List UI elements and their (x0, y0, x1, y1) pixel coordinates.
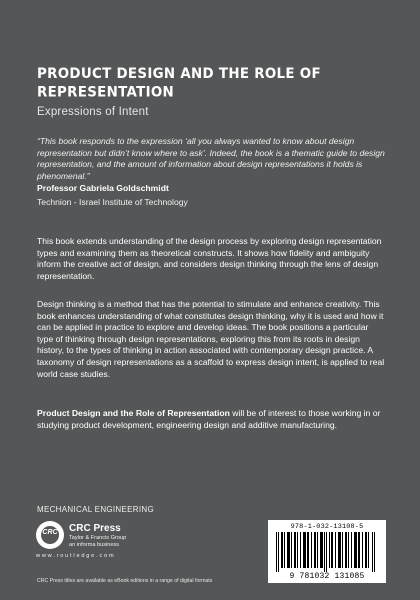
subject-category: MECHANICAL ENGINEERING (37, 505, 154, 514)
book-title-inline: Product Design and the Role of Representation (37, 408, 230, 418)
publisher-url: www.routledge.com (36, 553, 116, 559)
endorsement-quote: “This book responds to the expression ‘all you always wanted to know about design representation but didn’t know where to ask’. Indeed, the book is a thematic guide to design representation, and the amount of information about design representations it holds is phenomenal.” (37, 136, 385, 181)
endorsement-affiliation: Technion - Israel Institute of Technology (37, 197, 188, 207)
barcode-bars (276, 532, 378, 572)
ebook-note: CRC Press titles are available as eBook editions in a range of digital formats (37, 578, 213, 584)
endorsement-author: Professor Gabriela Goldschmidt (37, 183, 169, 193)
publisher-name: CRC Press (69, 523, 121, 534)
publisher-text (69, 523, 126, 549)
book-subtitle: Expressions of Intent (37, 106, 149, 118)
isbn-text: 978-1-032-13108-5 (290, 523, 364, 531)
crc-logo-badge: CRC (42, 529, 58, 536)
book-title: PRODUCT DESIGN AND THE ROLE OF REPRESENTATION (37, 66, 321, 101)
description-paragraph-1: This book extends understanding of the design process by exploring design representation types and examining them as theoretical constructs. It shows how fidelity and ambiguity inform the creative act of design, and considers design thinking through the lens of design representation. (37, 236, 382, 281)
paragraph-3-text: will be of interest to those working in or studying product development, engineering design and additive manufacturing. (37, 408, 381, 430)
publisher-group: Taylor & Francis Group (69, 535, 127, 541)
publisher-logo (36, 521, 176, 569)
isbn-number: 9 781032 131085 (289, 572, 365, 581)
isbn-barcode (268, 520, 386, 583)
description-paragraph-2: Design thinking is a method that has the potential to stimulate and enhance creativity. This book enhances understanding of what constitutes design thinking, why it is used and how it can be applied in practice to explore and develop ideas. The book positions a particular type of thinking through design representations, exploring this from its roots in design history, to the types of thinking in action associated with contemporary design practice. A taxonomy of design representations as a scaffold to express design intent, is applied to real world case studies. (37, 299, 385, 379)
description-paragraph-3 (37, 408, 387, 431)
crc-logo-icon (36, 521, 64, 549)
publisher-parent: an informa business (69, 542, 120, 548)
